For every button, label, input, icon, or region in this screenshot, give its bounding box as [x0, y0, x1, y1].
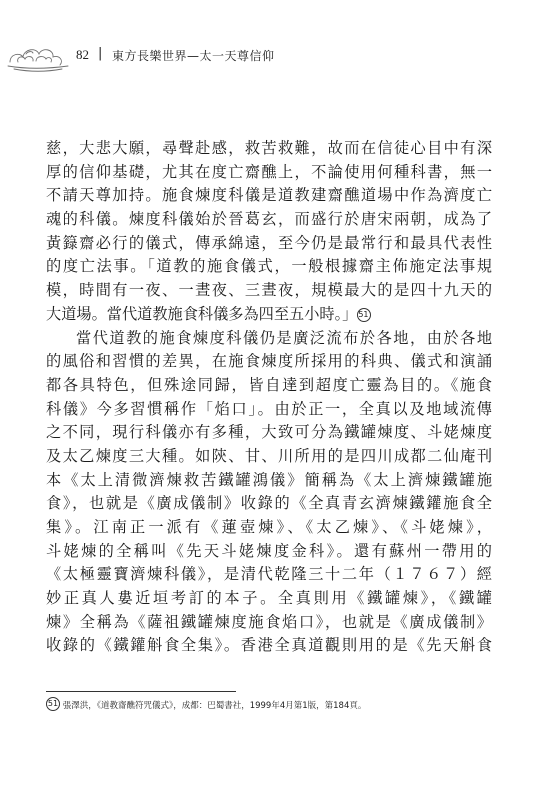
text-line: 煉》全稱為《薩祖鐵罐煉度施食焰口》，也就是《廣成儀制》: [46, 612, 492, 631]
text-line: 的度亡法事。「道教的施食儀式，一般根據齋主佈施定法事規: [46, 257, 492, 276]
text-line: 的風俗和習慣的差異，在施食煉度所採用的科典、儀式和演誦: [46, 352, 492, 371]
footnote-marker[interactable]: 51: [357, 308, 371, 322]
text-line: 都各具特色，但殊途同歸，皆自達到超度亡靈為目的。《施食: [46, 375, 492, 394]
footnote: [46, 697, 366, 711]
text-line-with-footnote: [46, 303, 492, 327]
text-line: 黃籙齋必行的儀式，傳承綿遠，至今仍是最常行和最具代表性: [46, 233, 492, 252]
text-line: 大道場。當代道教施食科儀多為四至五小時。」: [46, 304, 358, 323]
text-line: 魂的科儀。煉度科儀始於晉葛玄，而盛行於唐宋兩朝，成為了: [46, 210, 492, 229]
running-title: 東方長樂世界—太一天尊信仰: [112, 49, 275, 63]
text-line: 當代道教的施食煉度科儀仍是廣泛流布於各地，由於各地: [76, 328, 492, 347]
text-line: 妙正真人婁近垣考訂的本子。全真則用《鐵罐煉》，《鐵罐: [46, 589, 492, 608]
cloud-ornament-icon: [6, 38, 70, 74]
text-line: 模，時間有一夜、一晝夜、三晝夜，規模最大的是四十九天的: [46, 281, 492, 300]
text-line: 本《太上清微濟煉救苦鐵罐鴻儀》簡稱為《太上濟煉鐵罐施: [46, 470, 492, 489]
text-line: 《太極靈寶濟煉科儀》，是清代乾隆三十二年（１７６７）經: [46, 565, 492, 584]
text-line: 科儀》今多習慣稱作「焰口」。由於正一，全真以及地域流傳: [46, 399, 492, 418]
page-header: [0, 36, 559, 76]
footnote-number: 51: [46, 697, 60, 711]
text-line: 斗姥煉的全稱叫《先天斗姥煉度金科》。還有蘇州一帶用的: [46, 541, 492, 560]
text-line: 及太乙煉度三大種。如陝、甘、川所用的是四川成都二仙庵刊: [46, 446, 492, 465]
footnote-rule: [46, 691, 236, 692]
text-line: 收錄的《鐵鑵斛食全集》。香港全真道觀則用的是《先天斛食: [46, 636, 492, 655]
text-line: 集》。江南正一派有《蓮壺煉》、《太乙煉》、《斗姥煉》，: [46, 518, 492, 536]
footnote-text: 張澤洪，《道教齋醮符咒儀式》，成都：巴蜀書社，1999年4月第1版，第184頁。: [62, 701, 367, 711]
text-line: 食》，也就是《廣成儀制》收錄的《全真青玄濟煉鐵鑵施食全: [46, 494, 492, 513]
text-line: 不請天尊加持。施食煉度科儀是道教建齋醮道場中作為濟度亡: [46, 186, 492, 205]
page-number: 82: [76, 47, 89, 62]
text-line: 厚的信仰基礎，尤其在度亡齋醮上，不論使用何種科書，無一: [46, 162, 492, 181]
body-text: [46, 137, 492, 658]
text-line: 慈，大悲大願，尋聲赴感，救苦救難，故而在信徒心目中有深: [46, 139, 492, 157]
header-separator: |: [98, 46, 103, 61]
text-line: 之不同，現行科儀亦有多種，大致可分為鐵罐煉度、斗姥煉度: [46, 423, 492, 442]
